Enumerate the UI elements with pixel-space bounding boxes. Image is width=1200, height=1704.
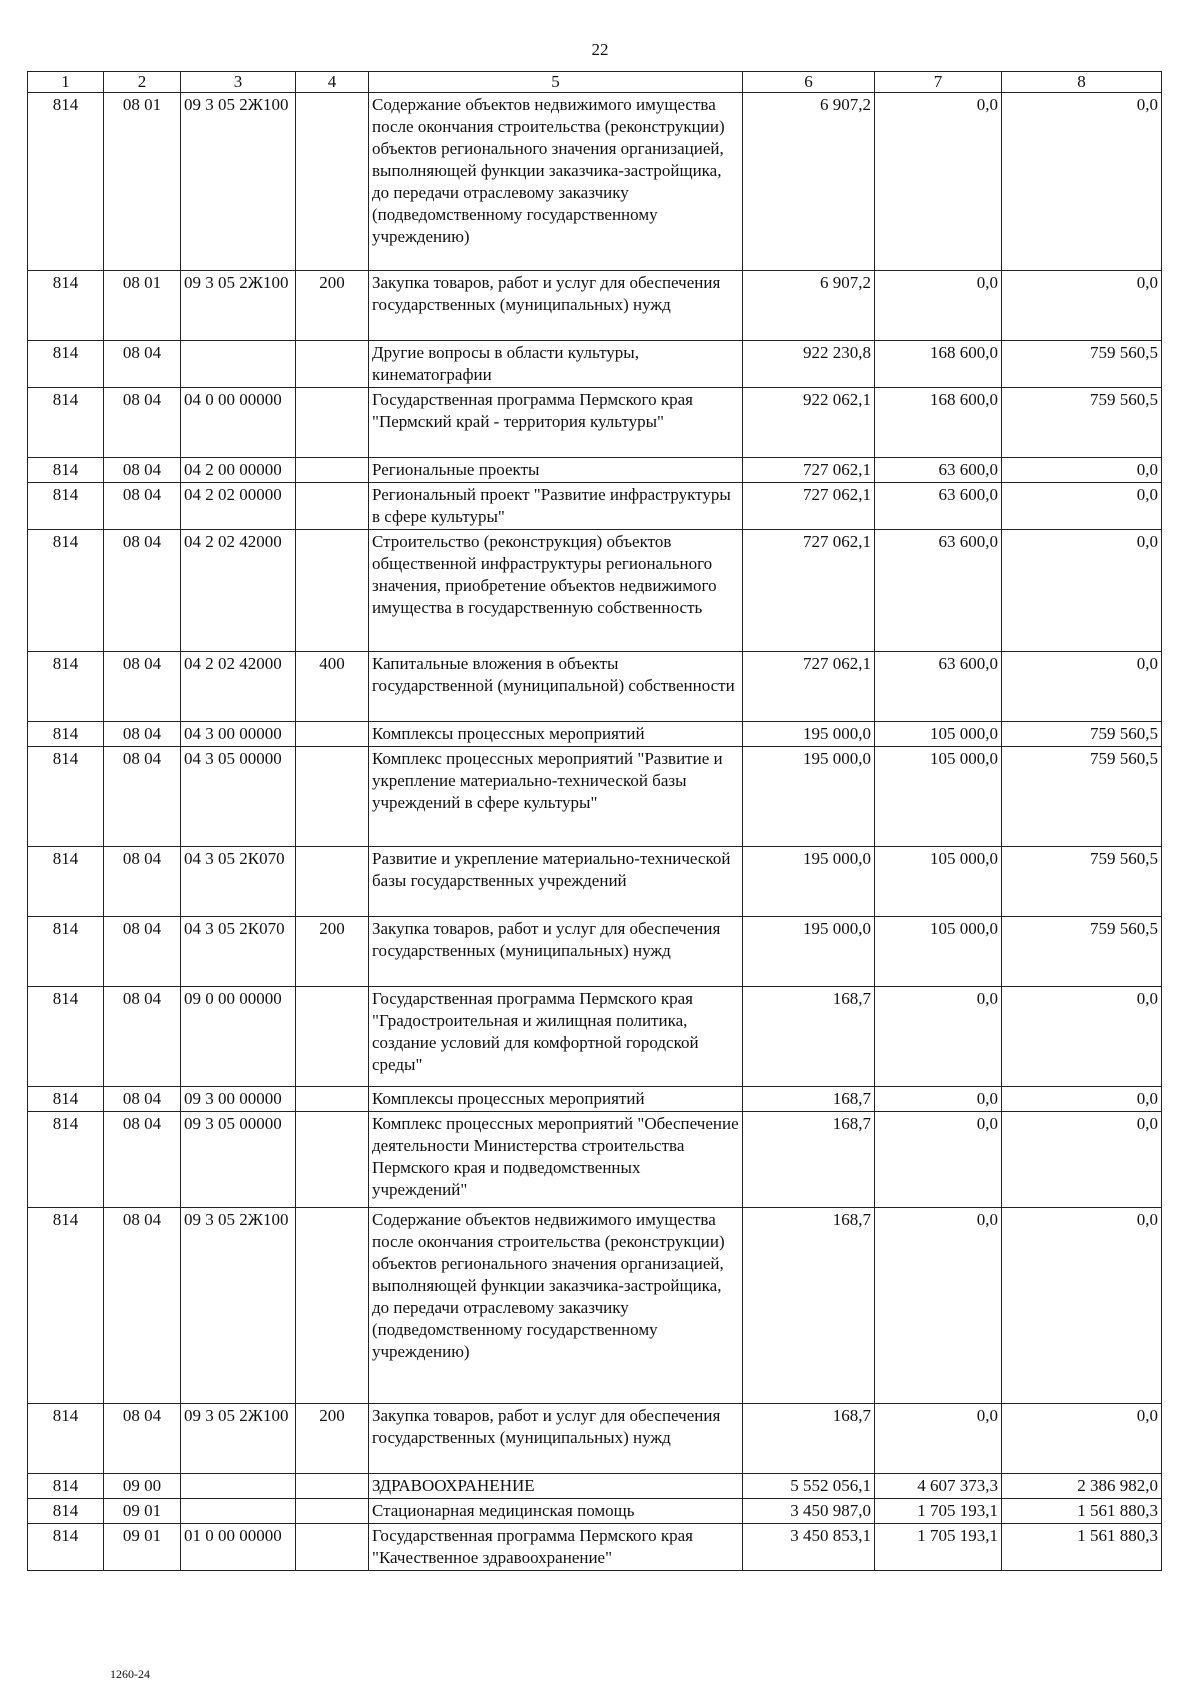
target-article-code: 04 2 00 00000 — [181, 458, 296, 483]
amount-col6: 3 450 987,0 — [743, 1499, 875, 1524]
ministry-code: 814 — [28, 93, 104, 271]
expense-type-code — [296, 388, 369, 458]
amount-col6: 168,7 — [743, 1087, 875, 1112]
target-article-code: 04 2 02 42000 — [181, 530, 296, 652]
amount-col7: 63 600,0 — [875, 530, 1002, 652]
amount-col7: 0,0 — [875, 1112, 1002, 1208]
row-description: Региональный проект "Развитие инфраструктуры в сфере культуры" — [369, 483, 743, 530]
row-description: Закупка товаров, работ и услуг для обеспечения государственных (муниципальных) нужд — [369, 917, 743, 987]
section-code: 08 04 — [104, 747, 181, 847]
column-number: 6 — [743, 72, 875, 93]
table-row — [28, 987, 1162, 1087]
expense-type-code — [296, 722, 369, 747]
row-description: Комплекс процессных мероприятий "Обеспечение деятельности Министерства строительства Пермского края и подведомственных учреждений" — [369, 1112, 743, 1208]
amount-col6: 195 000,0 — [743, 747, 875, 847]
amount-col7: 168 600,0 — [875, 388, 1002, 458]
amount-col6: 6 907,2 — [743, 271, 875, 341]
expense-type-code — [296, 1474, 369, 1499]
amount-col8: 759 560,5 — [1002, 747, 1162, 847]
amount-col6: 3 450 853,1 — [743, 1524, 875, 1571]
table-row — [28, 1208, 1162, 1404]
expense-type-code — [296, 847, 369, 917]
section-code: 08 04 — [104, 341, 181, 388]
table-row — [28, 1524, 1162, 1571]
amount-col7: 0,0 — [875, 1208, 1002, 1404]
expense-type-code — [296, 341, 369, 388]
ministry-code: 814 — [28, 341, 104, 388]
row-description: Государственная программа Пермского края "Градостроительная и жилищная политика, создание условий для комфортной городской среды" — [369, 987, 743, 1087]
amount-col8: 0,0 — [1002, 1404, 1162, 1474]
table-row — [28, 93, 1162, 271]
amount-col8: 0,0 — [1002, 483, 1162, 530]
row-description: Стационарная медицинская помощь — [369, 1499, 743, 1524]
table-row — [28, 917, 1162, 987]
document-code: 1260-24 — [110, 1667, 150, 1681]
expense-type-code — [296, 530, 369, 652]
ministry-code: 814 — [28, 388, 104, 458]
section-code: 09 00 — [104, 1474, 181, 1499]
table-row — [28, 530, 1162, 652]
amount-col6: 922 230,8 — [743, 341, 875, 388]
amount-col8: 1 561 880,3 — [1002, 1499, 1162, 1524]
section-code: 08 01 — [104, 93, 181, 271]
section-code: 08 01 — [104, 271, 181, 341]
expense-type-code — [296, 1208, 369, 1404]
ministry-code: 814 — [28, 1474, 104, 1499]
amount-col7: 63 600,0 — [875, 458, 1002, 483]
row-description: Комплексы процессных мероприятий — [369, 722, 743, 747]
expense-type-code: 200 — [296, 271, 369, 341]
amount-col7: 168 600,0 — [875, 341, 1002, 388]
amount-col8: 0,0 — [1002, 530, 1162, 652]
ministry-code: 814 — [28, 652, 104, 722]
table-row — [28, 271, 1162, 341]
table-row — [28, 1499, 1162, 1524]
target-article-code: 09 3 05 2Ж100 — [181, 1404, 296, 1474]
budget-table — [27, 71, 1162, 1571]
amount-col7: 105 000,0 — [875, 747, 1002, 847]
column-number: 2 — [104, 72, 181, 93]
amount-col7: 0,0 — [875, 1087, 1002, 1112]
ministry-code: 814 — [28, 271, 104, 341]
target-article-code: 04 3 00 00000 — [181, 722, 296, 747]
row-description: Закупка товаров, работ и услуг для обеспечения государственных (муниципальных) нужд — [369, 271, 743, 341]
target-article-code: 09 3 05 2Ж100 — [181, 93, 296, 271]
table-row — [28, 1404, 1162, 1474]
amount-col7: 4 607 373,3 — [875, 1474, 1002, 1499]
section-code: 08 04 — [104, 1087, 181, 1112]
amount-col6: 727 062,1 — [743, 483, 875, 530]
target-article-code — [181, 1499, 296, 1524]
ministry-code: 814 — [28, 1087, 104, 1112]
ministry-code: 814 — [28, 458, 104, 483]
section-code: 08 04 — [104, 530, 181, 652]
ministry-code: 814 — [28, 530, 104, 652]
amount-col7: 0,0 — [875, 1404, 1002, 1474]
amount-col8: 0,0 — [1002, 458, 1162, 483]
target-article-code: 09 3 00 00000 — [181, 1087, 296, 1112]
section-code: 08 04 — [104, 1208, 181, 1404]
column-number: 4 — [296, 72, 369, 93]
amount-col8: 1 561 880,3 — [1002, 1524, 1162, 1571]
row-description: Развитие и укрепление материально-технической базы государственных учреждений — [369, 847, 743, 917]
amount-col6: 727 062,1 — [743, 458, 875, 483]
section-code: 09 01 — [104, 1524, 181, 1571]
expense-type-code — [296, 93, 369, 271]
amount-col6: 168,7 — [743, 1404, 875, 1474]
amount-col8: 759 560,5 — [1002, 917, 1162, 987]
ministry-code: 814 — [28, 987, 104, 1087]
row-description: ЗДРАВООХРАНЕНИЕ — [369, 1474, 743, 1499]
target-article-code: 01 0 00 00000 — [181, 1524, 296, 1571]
amount-col7: 105 000,0 — [875, 917, 1002, 987]
amount-col6: 922 062,1 — [743, 388, 875, 458]
amount-col8: 0,0 — [1002, 987, 1162, 1087]
expense-type-code — [296, 1087, 369, 1112]
table-row — [28, 483, 1162, 530]
target-article-code: 04 2 02 42000 — [181, 652, 296, 722]
target-article-code: 09 3 05 2Ж100 — [181, 271, 296, 341]
column-number-row — [28, 72, 1162, 93]
row-description: Содержание объектов недвижимого имущества после окончания строительства (реконструкции) объектов регионального значения организацией, выполняющей функции заказчика-застройщика, до передачи отраслевому заказчику (подведомственному государственному учреждению) — [369, 93, 743, 271]
section-code: 08 04 — [104, 1404, 181, 1474]
amount-col6: 727 062,1 — [743, 652, 875, 722]
expense-type-code: 200 — [296, 1404, 369, 1474]
ministry-code: 814 — [28, 483, 104, 530]
amount-col8: 0,0 — [1002, 271, 1162, 341]
amount-col7: 1 705 193,1 — [875, 1499, 1002, 1524]
section-code: 08 04 — [104, 1112, 181, 1208]
amount-col6: 6 907,2 — [743, 93, 875, 271]
amount-col8: 0,0 — [1002, 1208, 1162, 1404]
target-article-code: 04 3 05 2К070 — [181, 917, 296, 987]
section-code: 08 04 — [104, 722, 181, 747]
section-code: 08 04 — [104, 987, 181, 1087]
ministry-code: 814 — [28, 1524, 104, 1571]
amount-col6: 195 000,0 — [743, 847, 875, 917]
amount-col8: 0,0 — [1002, 652, 1162, 722]
expense-type-code: 400 — [296, 652, 369, 722]
expense-type-code: 200 — [296, 917, 369, 987]
expense-type-code — [296, 1112, 369, 1208]
amount-col7: 0,0 — [875, 271, 1002, 341]
amount-col8: 759 560,5 — [1002, 847, 1162, 917]
ministry-code: 814 — [28, 1112, 104, 1208]
column-number: 8 — [1002, 72, 1162, 93]
section-code: 08 04 — [104, 847, 181, 917]
amount-col6: 168,7 — [743, 1208, 875, 1404]
amount-col8: 759 560,5 — [1002, 341, 1162, 388]
target-article-code: 09 0 00 00000 — [181, 987, 296, 1087]
amount-col7: 0,0 — [875, 987, 1002, 1087]
table-row — [28, 652, 1162, 722]
amount-col7: 1 705 193,1 — [875, 1524, 1002, 1571]
ministry-code: 814 — [28, 847, 104, 917]
table-row — [28, 1474, 1162, 1499]
target-article-code: 09 3 05 2Ж100 — [181, 1208, 296, 1404]
target-article-code: 09 3 05 00000 — [181, 1112, 296, 1208]
row-description: Строительство (реконструкция) объектов общественной инфраструктуры регионального значения, приобретение объектов недвижимого имущества в государственную собственность — [369, 530, 743, 652]
table-row — [28, 388, 1162, 458]
expense-type-code — [296, 747, 369, 847]
table-row — [28, 1112, 1162, 1208]
target-article-code — [181, 1474, 296, 1499]
column-number: 7 — [875, 72, 1002, 93]
column-number: 5 — [369, 72, 743, 93]
row-description: Другие вопросы в области культуры, кинематографии — [369, 341, 743, 388]
row-description: Содержание объектов недвижимого имущества после окончания строительства (реконструкции) объектов регионального значения организацией, выполняющей функции заказчика-застройщика, до передачи отраслевому заказчику (подведомственному государственному учреждению) — [369, 1208, 743, 1404]
amount-col7: 0,0 — [875, 93, 1002, 271]
amount-col6: 195 000,0 — [743, 722, 875, 747]
ministry-code: 814 — [28, 1499, 104, 1524]
target-article-code: 04 3 05 00000 — [181, 747, 296, 847]
amount-col7: 63 600,0 — [875, 483, 1002, 530]
row-description: Государственная программа Пермского края "Пермский край - территория культуры" — [369, 388, 743, 458]
target-article-code: 04 2 02 00000 — [181, 483, 296, 530]
target-article-code — [181, 341, 296, 388]
table-row — [28, 747, 1162, 847]
expense-type-code — [296, 1499, 369, 1524]
row-description: Региональные проекты — [369, 458, 743, 483]
section-code: 08 04 — [104, 388, 181, 458]
amount-col8: 759 560,5 — [1002, 388, 1162, 458]
amount-col6: 168,7 — [743, 1112, 875, 1208]
amount-col8: 2 386 982,0 — [1002, 1474, 1162, 1499]
ministry-code: 814 — [28, 722, 104, 747]
table-row — [28, 458, 1162, 483]
amount-col8: 0,0 — [1002, 93, 1162, 271]
amount-col8: 759 560,5 — [1002, 722, 1162, 747]
ministry-code: 814 — [28, 917, 104, 987]
amount-col7: 105 000,0 — [875, 847, 1002, 917]
row-description: Государственная программа Пермского края "Качественное здравоохранение" — [369, 1524, 743, 1571]
ministry-code: 814 — [28, 1404, 104, 1474]
row-description: Закупка товаров, работ и услуг для обеспечения государственных (муниципальных) нужд — [369, 1404, 743, 1474]
section-code: 08 04 — [104, 483, 181, 530]
ministry-code: 814 — [28, 747, 104, 847]
amount-col6: 168,7 — [743, 987, 875, 1087]
target-article-code: 04 3 05 2К070 — [181, 847, 296, 917]
expense-type-code — [296, 987, 369, 1087]
amount-col7: 63 600,0 — [875, 652, 1002, 722]
table-row — [28, 341, 1162, 388]
amount-col6: 5 552 056,1 — [743, 1474, 875, 1499]
column-number: 3 — [181, 72, 296, 93]
target-article-code: 04 0 00 00000 — [181, 388, 296, 458]
row-description: Комплексы процессных мероприятий — [369, 1087, 743, 1112]
amount-col8: 0,0 — [1002, 1087, 1162, 1112]
amount-col6: 195 000,0 — [743, 917, 875, 987]
section-code: 09 01 — [104, 1499, 181, 1524]
amount-col6: 727 062,1 — [743, 530, 875, 652]
amount-col7: 105 000,0 — [875, 722, 1002, 747]
section-code: 08 04 — [104, 917, 181, 987]
section-code: 08 04 — [104, 458, 181, 483]
expense-type-code — [296, 458, 369, 483]
table-row — [28, 847, 1162, 917]
expense-type-code — [296, 1524, 369, 1571]
page-number: 22 — [591, 40, 609, 59]
ministry-code: 814 — [28, 1208, 104, 1404]
expense-type-code — [296, 483, 369, 530]
table-row — [28, 1087, 1162, 1112]
amount-col8: 0,0 — [1002, 1112, 1162, 1208]
row-description: Капитальные вложения в объекты государственной (муниципальной) собственности — [369, 652, 743, 722]
table-row — [28, 722, 1162, 747]
section-code: 08 04 — [104, 652, 181, 722]
column-number: 1 — [28, 72, 104, 93]
row-description: Комплекс процессных мероприятий "Развитие и укрепление материально-технической базы учреждений в сфере культуры" — [369, 747, 743, 847]
